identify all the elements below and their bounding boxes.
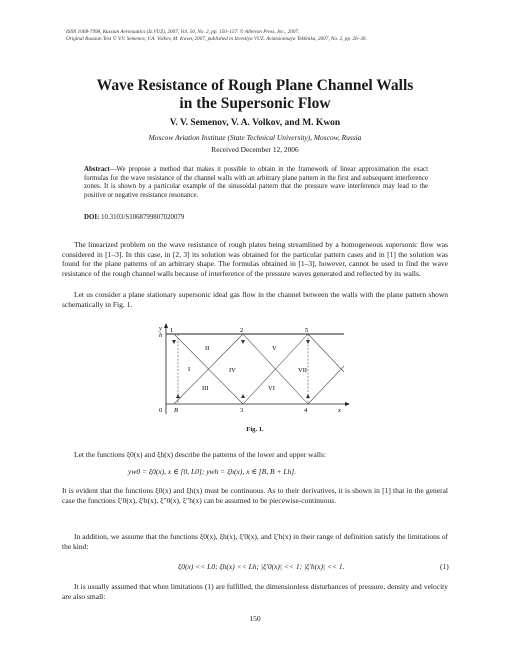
zone-I: I: [188, 366, 191, 373]
paragraph-continuity: It is evident that the functions ξ0(x) and ξh(x) must be continuous. As to their derivatives, it is shown in [1] that in the general case the functions ξ′0(x), ξ′h(x), ξ″0(x), ξ″h(x) can be assumed to be piecewise-continuous.: [62, 486, 448, 505]
zone-V: V: [272, 345, 277, 352]
characteristics: [174, 334, 344, 404]
paragraph-disturbances: It is usually assumed that when limitations (1) are fulfilled, the dimensionless disturbances of pressure, density and velocity are also small:: [62, 582, 448, 601]
equation-walls: yw0 = ξ0(x), x ∈ [0, L0]; ywh = ξh(x), x ∈ [B, B + Lh].: [128, 467, 297, 476]
doi-value[interactable]: 10.3103/S1068799807020079: [101, 214, 185, 221]
received-date: Received December 12, 2006: [211, 145, 299, 154]
zone-II: II: [205, 345, 210, 352]
point-3: 3: [240, 407, 244, 414]
label-y: y: [159, 325, 162, 332]
label-B: B: [174, 407, 178, 414]
wave-arrows: [172, 340, 310, 398]
point-2: 2: [240, 327, 244, 334]
doi-label: DOI:: [84, 214, 100, 221]
paragraph-functions: Let the functions ξ0(x) and ξh(x) describe the patterns of the lower and upper walls:: [74, 450, 327, 459]
figure-1-diagram: [148, 322, 358, 418]
zone-VII: VII: [298, 367, 308, 374]
affiliation: Moscow Aviation Institute (State Technical University), Moscow, Russia: [148, 133, 362, 142]
paper-title: [0, 77, 510, 113]
label-h: h: [159, 332, 163, 339]
zone-VI: VI: [268, 385, 275, 392]
point-1: 1: [170, 327, 174, 334]
zone-IV: IV: [229, 367, 236, 374]
header-line-1: ISSN 1068-7998, Russian Aeronautics (Iz.VUZ), 2007, Vol. 50, No. 2, pp. 150–157. © Allerton Press, Inc., 2007.: [66, 29, 300, 35]
authors: V. V. Semenov, V. A. Volkov, and M. Kwon: [169, 118, 341, 128]
point-5: 5: [305, 327, 309, 334]
abstract: [84, 166, 428, 200]
label-origin: 0: [159, 407, 163, 414]
abstract-text: —We propose a method that makes it possible to obtain in the framework of linear approximation the exact formulas for the wave resistance of the channel walls with an arbitrary plane pattern in the first and subsequent interference zones. It is shown by a particular example of the sinusoidal pattern that the pressure wave interference may lead to the positive or negative resistance resonance.: [84, 166, 428, 199]
page-number: 150: [249, 614, 261, 623]
abstract-label: Abstract: [84, 166, 110, 173]
paragraph-setup: Let us consider a plane stationary supersonic ideal gas flow in the channel between the walls with the plane pattern shown schematically in Fig. 1.: [62, 290, 448, 309]
title-line-2: in the Supersonic Flow: [179, 95, 331, 112]
paragraph-limitations: In addition, we assume that the functions ξ0(x), ξh(x), ξ′0(x), and ξ′h(x) in their range of definition satisfy the limitations of the kind:: [62, 532, 448, 551]
point-4: 4: [304, 407, 308, 414]
paragraph-intro: The linearized problem on the wave resistance of rough plates being streamlined by a homogeneous supersonic flow was considered in [1–3]. In this case, in [2, 3] its solution was obtained for the particular pattern cases and in [1] the solution was found for the plane patterns of an arbitrary shape. The formulas obtained in [1–3], however, cannot be used to find the wave resistance of the rough channel walls because of interference of the pressure waves generated and reflected by its walls.: [62, 240, 448, 278]
equation-number: (1): [440, 562, 449, 571]
equation-limits: ξ0(x) << L0; ξh(x) << Lh; |ξ′0(x)| << 1; |ξ′h(x)| << 1.: [178, 562, 345, 571]
title-line-1: Wave Resistance of Rough Plane Channel Walls: [96, 77, 414, 94]
label-x: x: [338, 407, 341, 414]
journal-header: [66, 29, 367, 43]
y-axis-arrow: [164, 323, 168, 328]
zone-III: III: [202, 385, 209, 392]
figure-caption: Fig. 1.: [246, 426, 264, 433]
x-axis-arrow: [345, 402, 350, 406]
header-line-2: Original Russian Text © V.V. Semenov, V.A. Volkov, M. Kwon, 2007, published in Izvestiya VUZ. Aviatsionnaya Tekhnika, 2007, No. 2, pp. 26–30.: [66, 36, 367, 42]
doi: [84, 214, 184, 221]
